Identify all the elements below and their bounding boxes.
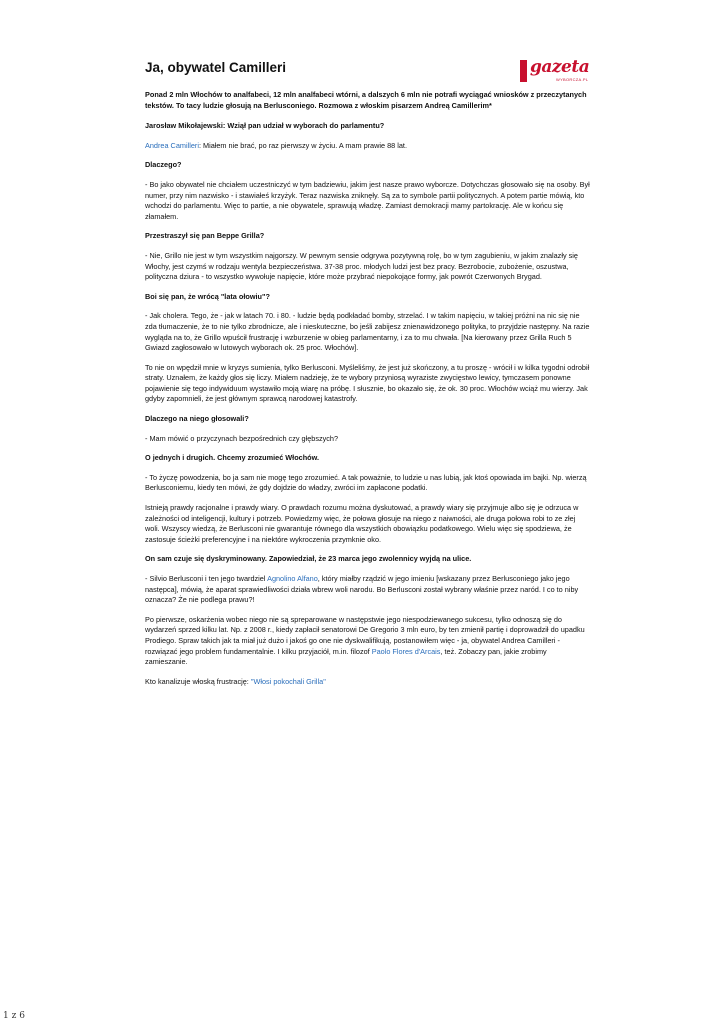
logo-subtitle: WYBORCZA.PL: [556, 77, 589, 82]
question-7: On sam czuje się dyskryminowany. Zapowiedział, że 23 marca jego zwolennicy wyjdą na ulice.: [145, 554, 472, 564]
question-5: Dlaczego na niego głosowali?: [145, 414, 249, 424]
alfano-link[interactable]: Agnolino Alfano: [267, 574, 318, 583]
answer-8: [145, 615, 590, 668]
answer-1-text: : Miałem nie brać, po raz pierwszy w życiu. A mam prawie 88 lat.: [198, 140, 407, 150]
page-title: Ja, obywatel Camilleri: [145, 60, 287, 75]
answer-7-text-a: - Silvio Berlusconi i ten jego twardziel: [145, 574, 268, 583]
answer-8-text-a: Po pierwsze, oskarżenia wobec niego nie są spreparowane w następstwie jego niespodziewanego sukcesu, tylko odnoszą się do wydarzeń sprzed kilku lat. Np. z 2008 r., kiedy zapłacił senatorowi De Gregorio 3 mln euro, by ten zmienił partię i doprowadził do upadku Prodiego. Spraw takich jak ta miał już dużo i jakoś go one nie dyskwalifikują, postanowiłem więc - ja, obywatel Andrea Camilleri - rozwiązać jego problem fundamentalnie. I kilku przyjaciół, m.in. filozof: [145, 614, 585, 656]
answer-6-continued: Istnieją prawdy racjonalne i prawdy wiary. O prawdach rozumu można dyskutować, a prawdy wiary się przyjmuje albo się je odrzuca w zależności od inteligencji, kultury i potrzeb. Powiedzmy więc, że połowa głosuje na niego z naiwności, ale druga połowa robi to ze złej woli. Wszyscy wiedzą, że Berlusconi nie gwarantuje równego dla wszystkich obowiązku podatkowego. Wielu więc się spodziewa, że zastosuje ścieżki preferencyjne i na niektóre wykroczenia przymknie oko.: [145, 503, 579, 544]
flores-darcais-link[interactable]: Paolo Flores d'Arcais: [371, 646, 441, 656]
related-article-link[interactable]: "Włosi pokochali Grilla": [250, 676, 326, 686]
answer-4-continued: To nie on wpędził mnie w kryzys sumienia, tylko Berlusconi. Myśleliśmy, że jest już skończony, a tu proszę - wrócił i w kilka tygodni odrobił straty. Uznałem, że każdy głos się liczy. Miałem nadzieję, że te wybory przyniosą wyraziste zwycięstwo lewicy, tymczasem ponowne pojawienie się tego indywiduum wystawiło moją wiarę na próbę. I słusznie, bo okazało się, że ok. 30 proc. Włochów wciąż mu wierzy. Jak gdyby zapomnieli, że jest głównym sprawcą narodowej katastrofy.: [145, 362, 590, 404]
logo-bar-icon: [520, 60, 527, 82]
lead-paragraph: Ponad 2 mln Włochów to analfabeci, 12 mln analfabeci wtórni, a dalszych 6 mln nie potrafi wyciągać wniosków z przeczytanych tekstów. To tacy ludzie głosują na Berlusconiego. Rozmowa z włoskim pisarzem Andreą Camillerim*: [145, 90, 587, 110]
answer-7: [145, 574, 590, 606]
related-article-text: Kto kanalizuje włoską frustrację:: [145, 676, 251, 686]
logo-wordmark: gazeta: [530, 57, 590, 77]
answer-4: - Jak cholera. Tego, że - jak w latach 70. i 80. - ludzie będą podkładać bomby, strzelać. I w takim napięciu, w takiej próżni na nic się nie zda tłumaczenie, że to nie tylko zbrodnicze, ale i nieskuteczne, bo jeśli zabijesz znienawidzonego polityka, to przyjdzie następny. Na razie wygląda na to, że Grillo wpuścił frustrację i wzburzenie w obieg parlamentarny, i za to mu chwała. [Na kierowany przez Grilla Ruch 5 Gwiazd zagłosowało w lutowych wyborach ok. 25 proc. Włochów].: [145, 311, 590, 353]
question-2: Dlaczego?: [145, 160, 182, 170]
answer-6: - To życzę powodzenia, bo ja sam nie mogę tego zrozumieć. A tak poważnie, to ludzie u nas lubią, jak ktoś opowiada im bajki. Np. wierzą Berlusconiemu, kiedy ten mówi, że gdy dojdzie do władzy, zwróci im zapłacone podatki.: [145, 472, 587, 493]
question-4: Boi się pan, że wrócą "lata ołowiu"?: [145, 291, 270, 301]
answer-7-text-b: , który miałby rządzić w jego imieniu [wskazany przez Berlusconiego jako jego następca], mówią, że aparat sprawiedliwości działa wbrew woli narodu. Bo Berlusconi został wybrany właśnie przez naród. I co to niby oznacza? Że nie podlega prawu?!: [145, 574, 579, 605]
question-1: Jarosław Mikołajewski: Wziął pan udział w wyborach do parlamentu?: [145, 121, 385, 131]
article: [145, 58, 590, 696]
gazeta-logo[interactable]: [520, 58, 590, 84]
question-6: O jednych i drugich. Chcemy zrozumieć Włochów.: [145, 453, 320, 463]
article-header: [145, 58, 590, 90]
answer-8-text-b: , też. Zobaczy pan, jakie zrobimy zamieszanie.: [145, 646, 547, 667]
question-3: Przestraszył się pan Beppe Grilla?: [145, 231, 265, 241]
page-number: 1 z 6: [3, 1011, 25, 1021]
answer-2: - Bo jako obywatel nie chciałem uczestniczyć w tym badziewiu, jakim jest nasze prawo wyborcze. Dotychczas głosowało się na osoby. Był numer, przy nim nazwisko - i stawiałeś krzyżyk. Teraz nazwiska zniknęły. Są za to symbole partii politycznych. A potem partie mówią, kto wchodzi do parlamentu. Więc to partie, a nie obywatele, sprawują władzę. Zamiast demokracji mamy partokrację. Ale w końcu się złamałem.: [145, 179, 590, 221]
answer-1: [145, 141, 590, 152]
author-link[interactable]: Andrea Camilleri: [145, 140, 199, 150]
answer-3: - Nie, Grillo nie jest w tym wszystkim najgorszy. W pewnym sensie odgrywa pozytywną rolę, bo w tym zagubieniu, w jakim znalazły się Włochy, jest czymś w rodzaju wentyla bezpieczeństwa. 37-38 proc. młodych ludzi jest bez pracy. Bezrobocie, zubożenie, oszustwa, polityczna dziura - to wszystko wywołuje napięcie, które może przybrać niepokojące formy, jak powrót Czerwonych Brygad.: [145, 250, 578, 282]
related-article: [145, 677, 590, 688]
answer-5: - Mam mówić o przyczynach bezpośrednich czy głębszych?: [145, 433, 339, 443]
